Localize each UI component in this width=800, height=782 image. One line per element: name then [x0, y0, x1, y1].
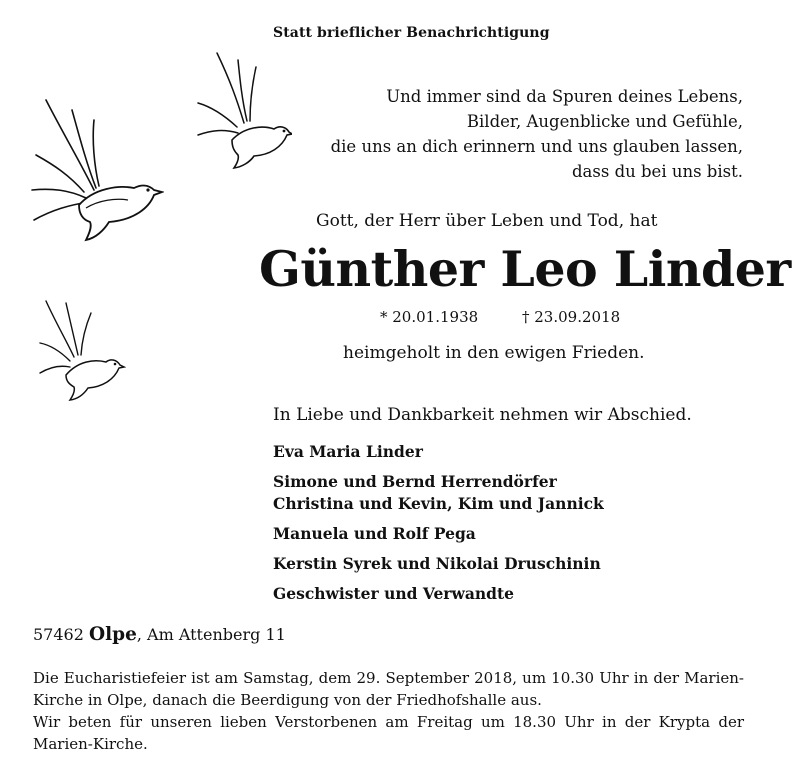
- family-entry: [273, 441, 604, 463]
- family-line: Kerstin Syrek und Nikolai Druschinin: [273, 554, 601, 573]
- family-entry: [273, 583, 604, 605]
- family-line: Christina und Kevin, Kim und Jannick: [273, 494, 604, 513]
- verse-line: Bilder, Augenblicke und Gefühle,: [466, 112, 743, 131]
- birth-date: * 20.01.1938: [380, 308, 479, 326]
- peace-text: heimgeholt in den ewigen Frieden.: [343, 343, 645, 363]
- family-entry: [273, 471, 604, 515]
- verse-line: Und immer sind da Spuren deines Lebens,: [386, 87, 743, 106]
- dove-icon: [192, 45, 292, 175]
- family-line: Eva Maria Linder: [273, 442, 423, 461]
- address-city: Olpe: [89, 624, 137, 645]
- address-street: , Am Attenberg 11: [136, 625, 286, 644]
- dove-icon: [24, 80, 164, 250]
- verse: [331, 84, 743, 184]
- verse-line: dass du bei uns bist.: [571, 162, 743, 181]
- family-line: Simone und Bernd Herrendörfer: [273, 472, 557, 491]
- address: [33, 624, 286, 645]
- notice-paragraph: Die Eucharistiefeier ist am Samstag, dem 29. September 2018, um 10.30 Uhr in der Marien-Kirche in Olpe, danach die Beerdigung von der Friedhofshalle aus.: [33, 669, 744, 709]
- address-zip: 57462: [33, 625, 84, 644]
- intro-text: Gott, der Herr über Leben und Tod, hat: [316, 211, 658, 231]
- family-line: Geschwister und Verwandte: [273, 584, 514, 603]
- header-text: Statt brieflicher Benachrichtigung: [273, 25, 550, 41]
- family-entry: [273, 523, 604, 545]
- family-list: [273, 441, 604, 613]
- farewell-text: In Liebe und Dankbarkeit nehmen wir Abschied.: [273, 405, 692, 425]
- death-date: † 23.09.2018: [522, 308, 621, 326]
- service-notice: [33, 667, 744, 755]
- family-line: Manuela und Rolf Pega: [273, 524, 476, 543]
- family-entry: [273, 553, 604, 575]
- notice-paragraph: Wir beten für unseren lieben Verstorbenen am Freitag um 18.30 Uhr in der Krypta der Marien-Kirche.: [33, 713, 744, 753]
- dove-icon: [36, 295, 126, 410]
- deceased-name: Günther Leo Linder: [259, 240, 791, 298]
- verse-line: die uns an dich erinnern und uns glauben lassen,: [330, 137, 743, 156]
